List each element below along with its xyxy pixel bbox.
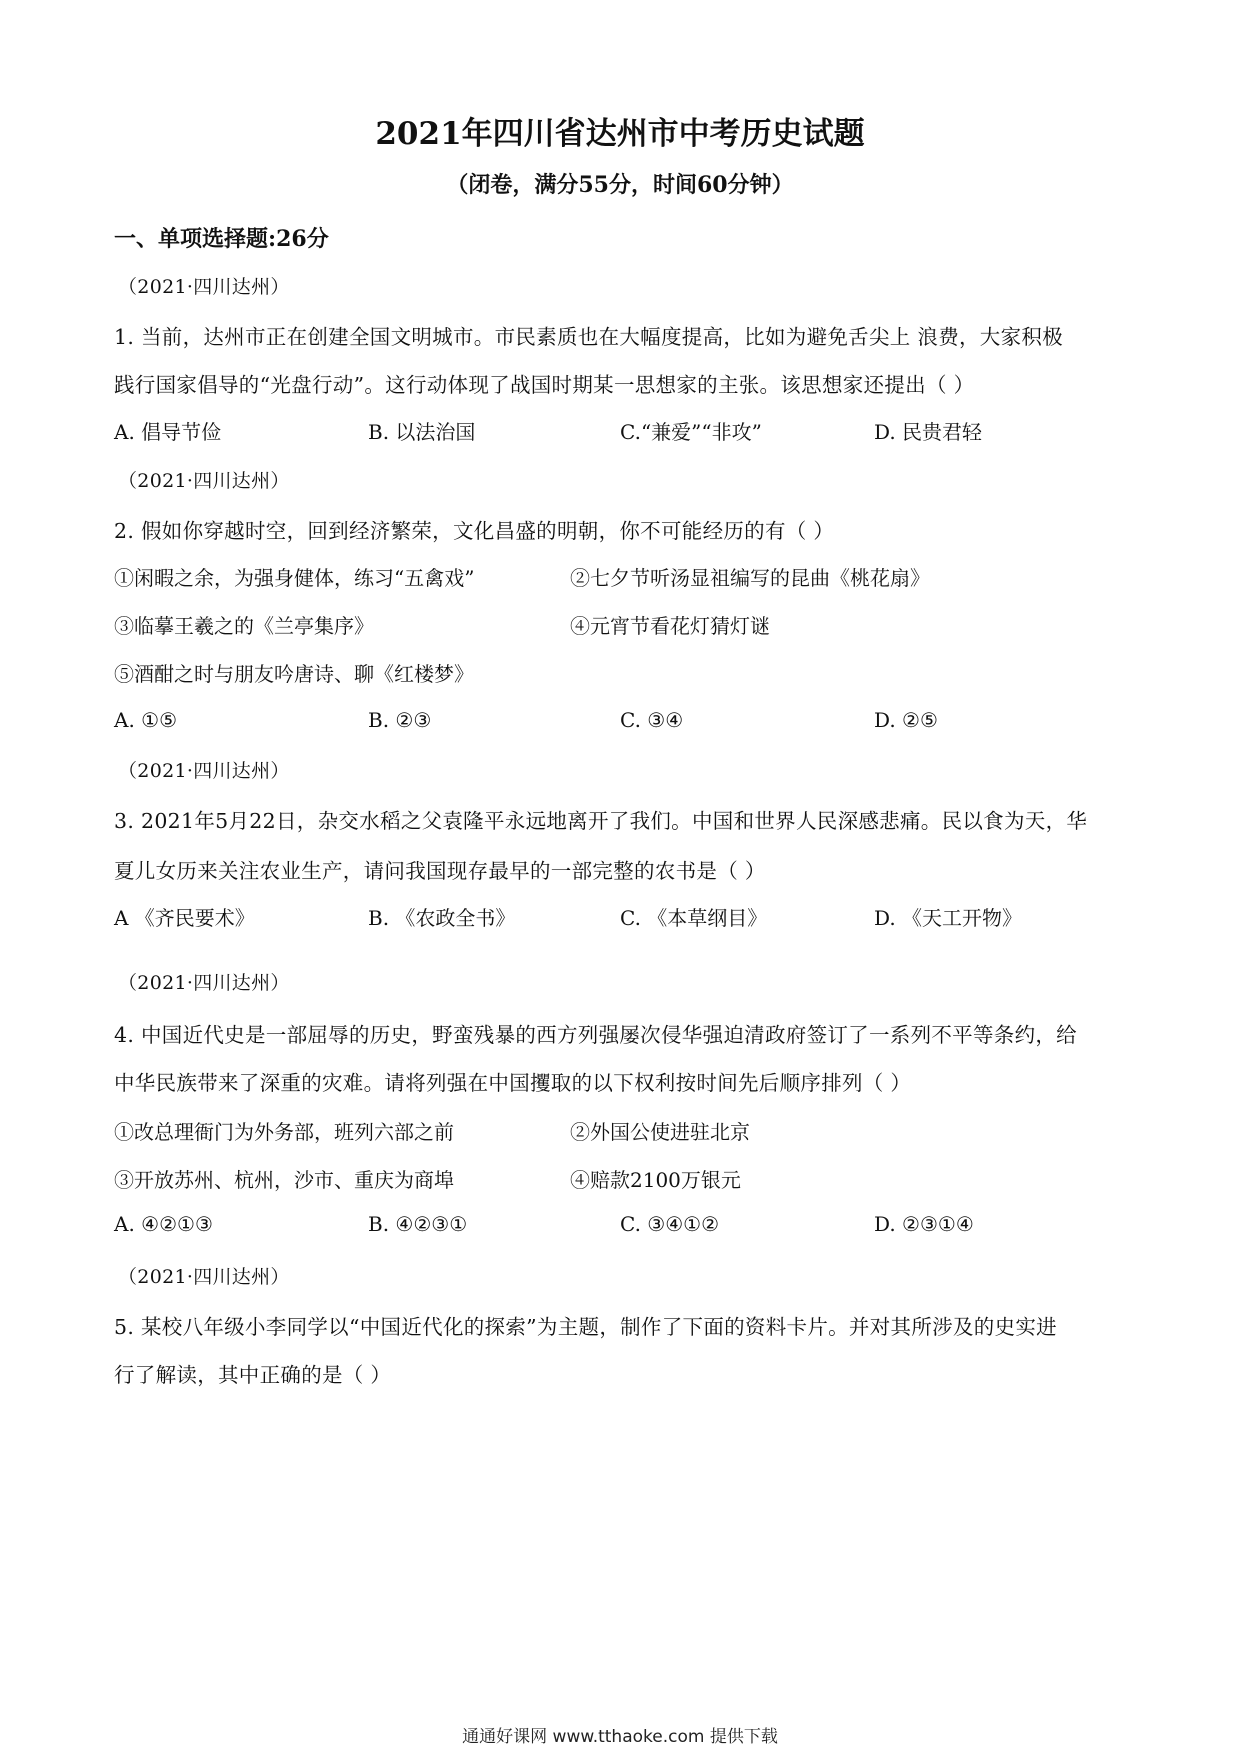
question-source: （2021·四川达州） (118, 760, 290, 782)
q4-option-c: C. ③④①② (620, 1212, 720, 1236)
q4-option-a: A. ④②①③ (114, 1212, 213, 1236)
question-source: （2021·四川达州） (118, 470, 290, 492)
q4-item-4: ④赔款2100万银元 (570, 1168, 741, 1192)
q3-option-a: A 《齐民要术》 (114, 906, 255, 930)
q3-option-b: B. 《农政全书》 (368, 906, 516, 930)
q2-option-a: A. ①⑤ (114, 708, 178, 732)
footer-watermark: 通通好课网 www.tthaoke.com 提供下载 (462, 1727, 778, 1747)
q2-option-b: B. ②③ (368, 708, 432, 732)
q2-item-4: ④元宵节看花灯猜灯谜 (570, 614, 770, 638)
q5-stem-line1: 5. 某校八年级小李同学以“中国近代化的探索”为主题，制作了下面的资料卡片。并对其所涉及的史实进 (114, 1315, 1057, 1339)
q2-item-5: ⑤酒酣之时与朋友吟唐诗、聊《红楼梦》 (114, 662, 474, 686)
q2-option-c: C. ③④ (620, 708, 684, 732)
question-source: （2021·四川达州） (118, 972, 290, 994)
page-title: 2021年四川省达州市中考历史试题 (375, 116, 865, 152)
q1-stem-line1: 1. 当前，达州市正在创建全国文明城市。市民素质也在大幅度提高，比如为避免舌尖上 浪费，大家积极 (114, 325, 1063, 349)
question-source: （2021·四川达州） (118, 276, 290, 298)
q1-option-c: C.“兼爱”“非攻” (620, 420, 762, 444)
q3-option-d: D. 《天工开物》 (874, 906, 1023, 930)
q2-item-2: ②七夕节听汤显祖编写的昆曲《桃花扇》 (570, 566, 930, 590)
q3-option-c: C. 《本草纲目》 (620, 906, 768, 930)
q2-item-1: ①闲暇之余，为强身健体，练习“五禽戏” (114, 566, 475, 590)
q4-stem-line2: 中华民族带来了深重的灾难。请将列强在中国攫取的以下权利按时间先后顺序排列（ ） (114, 1071, 912, 1095)
q4-item-1: ①改总理衙门为外务部，班列六部之前 (114, 1120, 454, 1144)
q4-stem-line1: 4. 中国近代史是一部屈辱的历史，野蛮残暴的西方列强屡次侵华强迫清政府签订了一系列不平等条约，给 (114, 1023, 1077, 1047)
question-source: （2021·四川达州） (118, 1266, 290, 1288)
q1-option-d: D. 民贵君轻 (874, 420, 983, 444)
q4-option-b: B. ④②③① (368, 1212, 468, 1236)
q2-stem: 2. 假如你穿越时空，回到经济繁荣，文化昌盛的明朝，你不可能经历的有（ ） (114, 519, 835, 543)
q3-stem-line2: 夏儿女历来关注农业生产，请问我国现存最早的一部完整的农书是（ ） (114, 859, 766, 883)
q1-option-a: A. 倡导节俭 (114, 420, 222, 444)
q1-stem-line2: 践行国家倡导的“光盘行动”。这行动体现了战国时期某一思想家的主张。该思想家还提出（ ） (114, 373, 975, 397)
q5-stem-line2: 行了解读，其中正确的是（ ） (114, 1363, 392, 1387)
q4-option-d: D. ②③①④ (874, 1212, 974, 1236)
section-heading: 一、单项选择题:26分 (114, 226, 329, 252)
q4-item-2: ②外国公使进驻北京 (570, 1120, 750, 1144)
q3-stem-line1: 3. 2021年5月22日，杂交水稻之父袁隆平永远地离开了我们。中国和世界人民深感悲痛。民以食为天，华 (114, 809, 1088, 833)
q2-item-3: ③临摹王羲之的《兰亭集序》 (114, 614, 374, 638)
q2-option-d: D. ②⑤ (874, 708, 938, 732)
q1-option-b: B. 以法治国 (368, 420, 476, 444)
exam-info: （闭卷，满分55分，时间60分钟） (446, 172, 794, 198)
q4-item-3: ③开放苏州、杭州，沙市、重庆为商埠 (114, 1168, 454, 1192)
